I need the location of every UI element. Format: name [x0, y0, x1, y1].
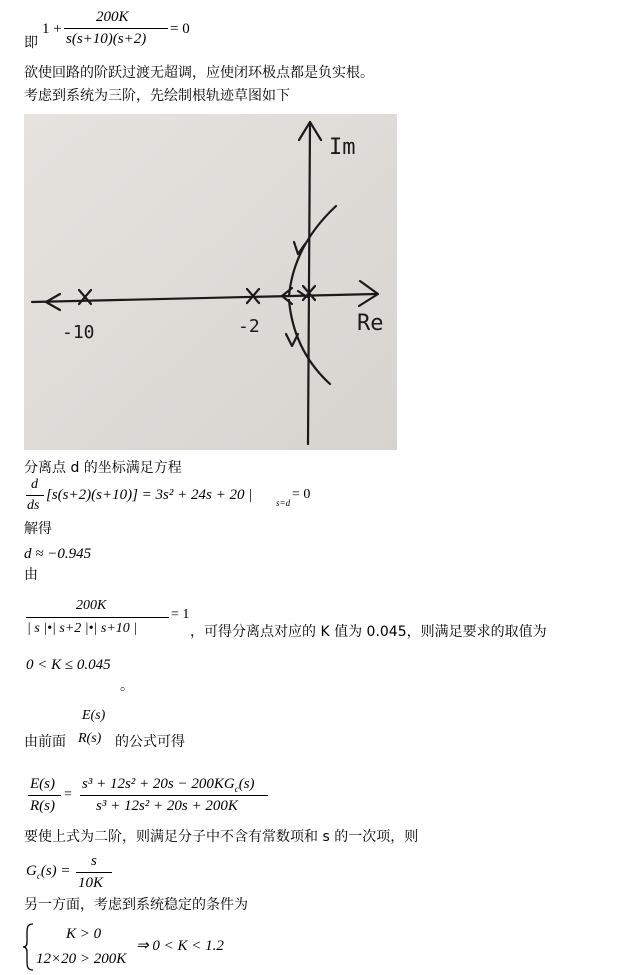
gc-lhs: $G_c(s)$ =: [26, 863, 71, 881]
system-brace: [22, 922, 36, 972]
deriv-ds: ds: [27, 498, 40, 513]
line1-numerator: 200K: [96, 9, 129, 25]
er-rhs-num-sub: c: [234, 784, 239, 794]
gc-numerator: s: [91, 853, 97, 869]
k-range-period: 。: [120, 678, 134, 694]
root-locus-sketch: [24, 114, 397, 450]
line1-one-plus: 1 +: [42, 21, 62, 37]
text-from: 由: [24, 567, 38, 583]
deriv-subscript: s=d: [276, 498, 291, 508]
deriv-expression: [s(s+2)(s+10)] = 3s² + 24s + 20 |: [46, 487, 253, 503]
magnitude-denominator: | s |•| s+2 |•| s+10 |: [27, 621, 138, 636]
deriv-eq-zero: = 0: [292, 487, 311, 502]
paragraph-k-value: ，可得分离点对应的 K 值为 0.045，则满足要求的取值为: [190, 624, 547, 640]
paragraph-second-order: 要使上式为二阶，则满足分子中不含有常数项和 s 的一次项，则: [24, 829, 419, 845]
paragraph-no-overshoot: 欲使回路的阶跃过渡无超调，应使闭环极点都是负实根。: [24, 65, 374, 81]
ratio-numerator-inline: E(s): [82, 708, 106, 723]
er-lhs-num: E(s): [30, 776, 55, 792]
line1-rhs: = 0: [170, 21, 190, 37]
deriv-fraction-bar: [26, 495, 44, 496]
er-lhs-bar: [28, 795, 61, 796]
root-locus-photo: [24, 114, 397, 450]
axis-label-re: Re: [357, 311, 384, 336]
line1-prefix: 即: [24, 35, 38, 51]
line1-fraction-bar: [64, 28, 168, 29]
axis-label-im: Im: [329, 135, 356, 160]
er-rhs-num: $s^3 + 12s^2 + 20s - 200KG_c(s)$: [82, 776, 255, 794]
er-rhs-den: s³ + 12s² + 20s + 200K: [96, 798, 238, 814]
system-cond-bottom: 12×20 > 200K: [36, 951, 127, 967]
text-formula-gives: 的公式可得: [115, 734, 185, 750]
magnitude-eq-one: = 1: [171, 607, 190, 622]
er-lhs-den: R(s): [30, 798, 55, 814]
magnitude-numerator: 200K: [76, 598, 107, 613]
text-solve: 解得: [24, 521, 52, 537]
gc-subscript: c: [36, 871, 41, 881]
paragraph-breakaway-eq: 分离点 d 的坐标满足方程: [24, 460, 182, 476]
breakaway-value: d ≈ −0.945: [24, 546, 92, 562]
gc-denominator: 10K: [78, 875, 104, 891]
paragraph-third-order: 考虑到系统为三阶，先绘制根轨迹草图如下: [24, 88, 290, 104]
text-from-previous: 由前面: [24, 734, 66, 750]
er-equals: =: [64, 787, 72, 802]
system-cond-top: K > 0: [66, 926, 102, 942]
gc-fraction-bar: [76, 872, 112, 873]
er-rhs-bar: [80, 795, 268, 796]
line1-denominator: s(s+10)(s+2): [66, 31, 147, 47]
system-result: ⇒ 0 < K < 1.2: [136, 938, 224, 954]
paragraph-stability: 另一方面，考虑到系统稳定的条件为: [24, 897, 248, 913]
tick-label-neg2: -2: [238, 316, 260, 337]
deriv-d: d: [31, 477, 38, 492]
ratio-denominator-inline: R(s): [78, 731, 102, 746]
magnitude-fraction-bar: [26, 617, 169, 618]
k-range-first: 0 < K ≤ 0.045: [26, 657, 111, 673]
tick-label-neg10: -10: [62, 322, 95, 343]
